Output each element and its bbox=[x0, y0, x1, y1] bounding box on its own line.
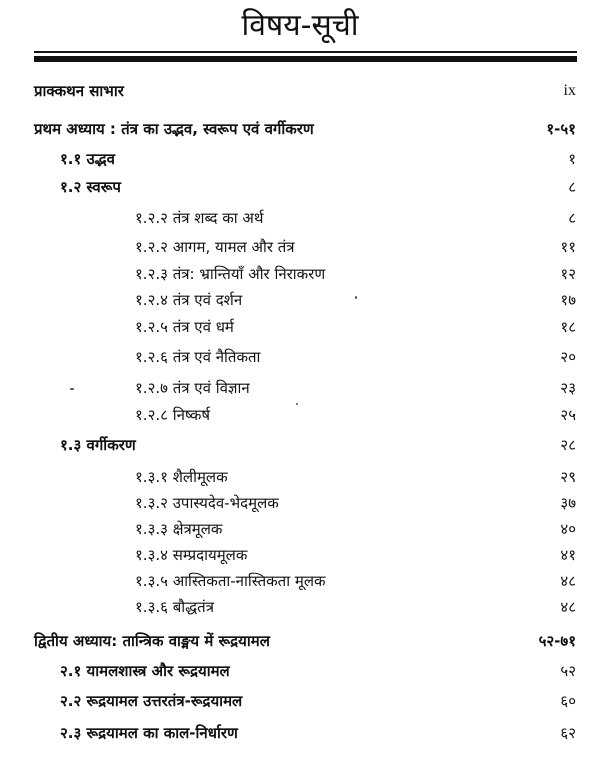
toc-entry-label: १.२.३ तंत्र: भ्रान्तियाँ और निराकरण bbox=[135, 265, 326, 283]
toc-entry-label: द्वितीय अध्याय: तान्त्रिक वाङ्मय में रूद्रयामल bbox=[34, 632, 270, 650]
toc-entry-page: २८ bbox=[560, 436, 576, 454]
toc-entry bbox=[0, 402, 600, 428]
toc-entry-label: १.३.४ सम्प्रदायमूलक bbox=[135, 546, 248, 564]
toc-entry bbox=[0, 314, 600, 340]
toc-entry-page: ५२ bbox=[560, 662, 576, 680]
toc-entry-page: ८ bbox=[568, 178, 576, 196]
toc-entry bbox=[0, 78, 600, 104]
toc-entry-label: १.३ वर्गीकरण bbox=[60, 436, 136, 454]
toc-entry-page: १-५१ bbox=[546, 120, 576, 138]
toc-entry-page: ८ bbox=[568, 209, 576, 227]
toc-entry bbox=[0, 432, 600, 458]
page-title: विषय-सूची bbox=[241, 8, 359, 43]
toc-entry-label: १.२.२ तंत्र शब्द का अर्थ bbox=[135, 209, 264, 227]
toc-entry-label: १.२.४ तंत्र एवं दर्शन bbox=[135, 291, 243, 309]
scan-speck bbox=[355, 296, 357, 299]
toc-entry-page: ६२ bbox=[560, 724, 576, 742]
toc-entry-page: ११ bbox=[560, 238, 576, 256]
toc-entry bbox=[0, 490, 600, 516]
toc-entry-page: २३ bbox=[560, 379, 576, 397]
toc-entry bbox=[0, 344, 600, 370]
toc-entry-label: १.३.५ आस्तिकता-नास्तिकता मूलक bbox=[135, 572, 326, 590]
toc-entry-page: ४१ bbox=[560, 546, 576, 564]
scan-speck bbox=[296, 403, 298, 405]
toc-entry bbox=[0, 174, 600, 200]
toc-entry-label: १.३.२ उपास्यदेव-भेदमूलक bbox=[135, 494, 279, 512]
toc-entry-label: २.२ रूद्रयामल उत्तरतंत्र-रूद्रयामल bbox=[60, 692, 243, 710]
toc-entry-label: १.२.७ तंत्र एवं विज्ञान bbox=[135, 379, 250, 397]
toc-entry-label: १.३.६ बौद्धतंत्र bbox=[135, 598, 214, 616]
toc-entry-page: १७ bbox=[560, 291, 576, 309]
toc-entry-page: ६० bbox=[560, 692, 576, 710]
toc-entry-page: २९ bbox=[560, 468, 576, 486]
toc-entry bbox=[0, 720, 600, 746]
toc-entry-page: २५ bbox=[560, 406, 576, 424]
title-rule-thick bbox=[34, 56, 577, 62]
toc-entry bbox=[0, 146, 600, 172]
toc-entry-page: ix bbox=[563, 82, 576, 99]
toc-entry-label: १.२.५ तंत्र एवं धर्म bbox=[135, 318, 234, 336]
title-rule-thin bbox=[34, 51, 577, 53]
toc-entry-label: २.१ यामलशास्त्र और रूद्रयामल bbox=[60, 662, 230, 680]
toc-entry bbox=[0, 516, 600, 542]
toc-entry bbox=[0, 261, 600, 287]
toc-entry bbox=[0, 464, 600, 490]
toc-entry bbox=[0, 658, 600, 684]
toc-entry-page: १२ bbox=[560, 265, 576, 283]
toc-entry-page: ४८ bbox=[560, 572, 576, 590]
toc-entry bbox=[0, 688, 600, 714]
toc-entry-page: १८ bbox=[560, 318, 576, 336]
toc-entry-page: ४० bbox=[560, 520, 576, 538]
toc-entry bbox=[0, 205, 600, 231]
toc-entry bbox=[0, 594, 600, 620]
toc-entry-label: प्रथम अध्याय : तंत्र का उद्भव, स्वरूप एवं वर्गीकरण bbox=[34, 120, 314, 138]
toc-entry bbox=[0, 234, 600, 260]
toc-entry bbox=[0, 628, 600, 654]
toc-entry-label: १.२.६ तंत्र एवं नैतिकता bbox=[135, 348, 261, 366]
toc-entry-page: २० bbox=[560, 348, 576, 366]
toc-entry-page: ३७ bbox=[560, 494, 576, 512]
toc-entry-label: १.२ स्वरूप bbox=[60, 178, 121, 196]
toc-entry-page: ४८ bbox=[560, 598, 576, 616]
scan-speck bbox=[70, 388, 74, 390]
toc-entry-label: २.३ रूद्रयामल का काल-निर्धारण bbox=[60, 724, 238, 742]
toc-entry bbox=[0, 542, 600, 568]
toc-entry-label: १.१ उद्भव bbox=[60, 150, 115, 168]
toc-entry-label: प्राक्कथन साभार bbox=[34, 82, 124, 100]
toc-entry bbox=[0, 568, 600, 594]
toc-entry bbox=[0, 287, 600, 313]
toc-entry-label: १.३.३ क्षेत्रमूलक bbox=[135, 520, 223, 538]
toc-entry-page: ५२-७१ bbox=[538, 632, 576, 650]
toc-entry-label: १.२.२ आगम, यामल और तंत्र bbox=[135, 238, 295, 256]
toc-entry-label: १.२.८ निष्कर्ष bbox=[135, 406, 211, 424]
toc-entry-page: १ bbox=[568, 150, 576, 168]
toc-entry bbox=[0, 116, 600, 142]
toc-entry-label: १.३.१ शैलीमूलक bbox=[135, 468, 228, 486]
toc-entry bbox=[0, 375, 600, 401]
